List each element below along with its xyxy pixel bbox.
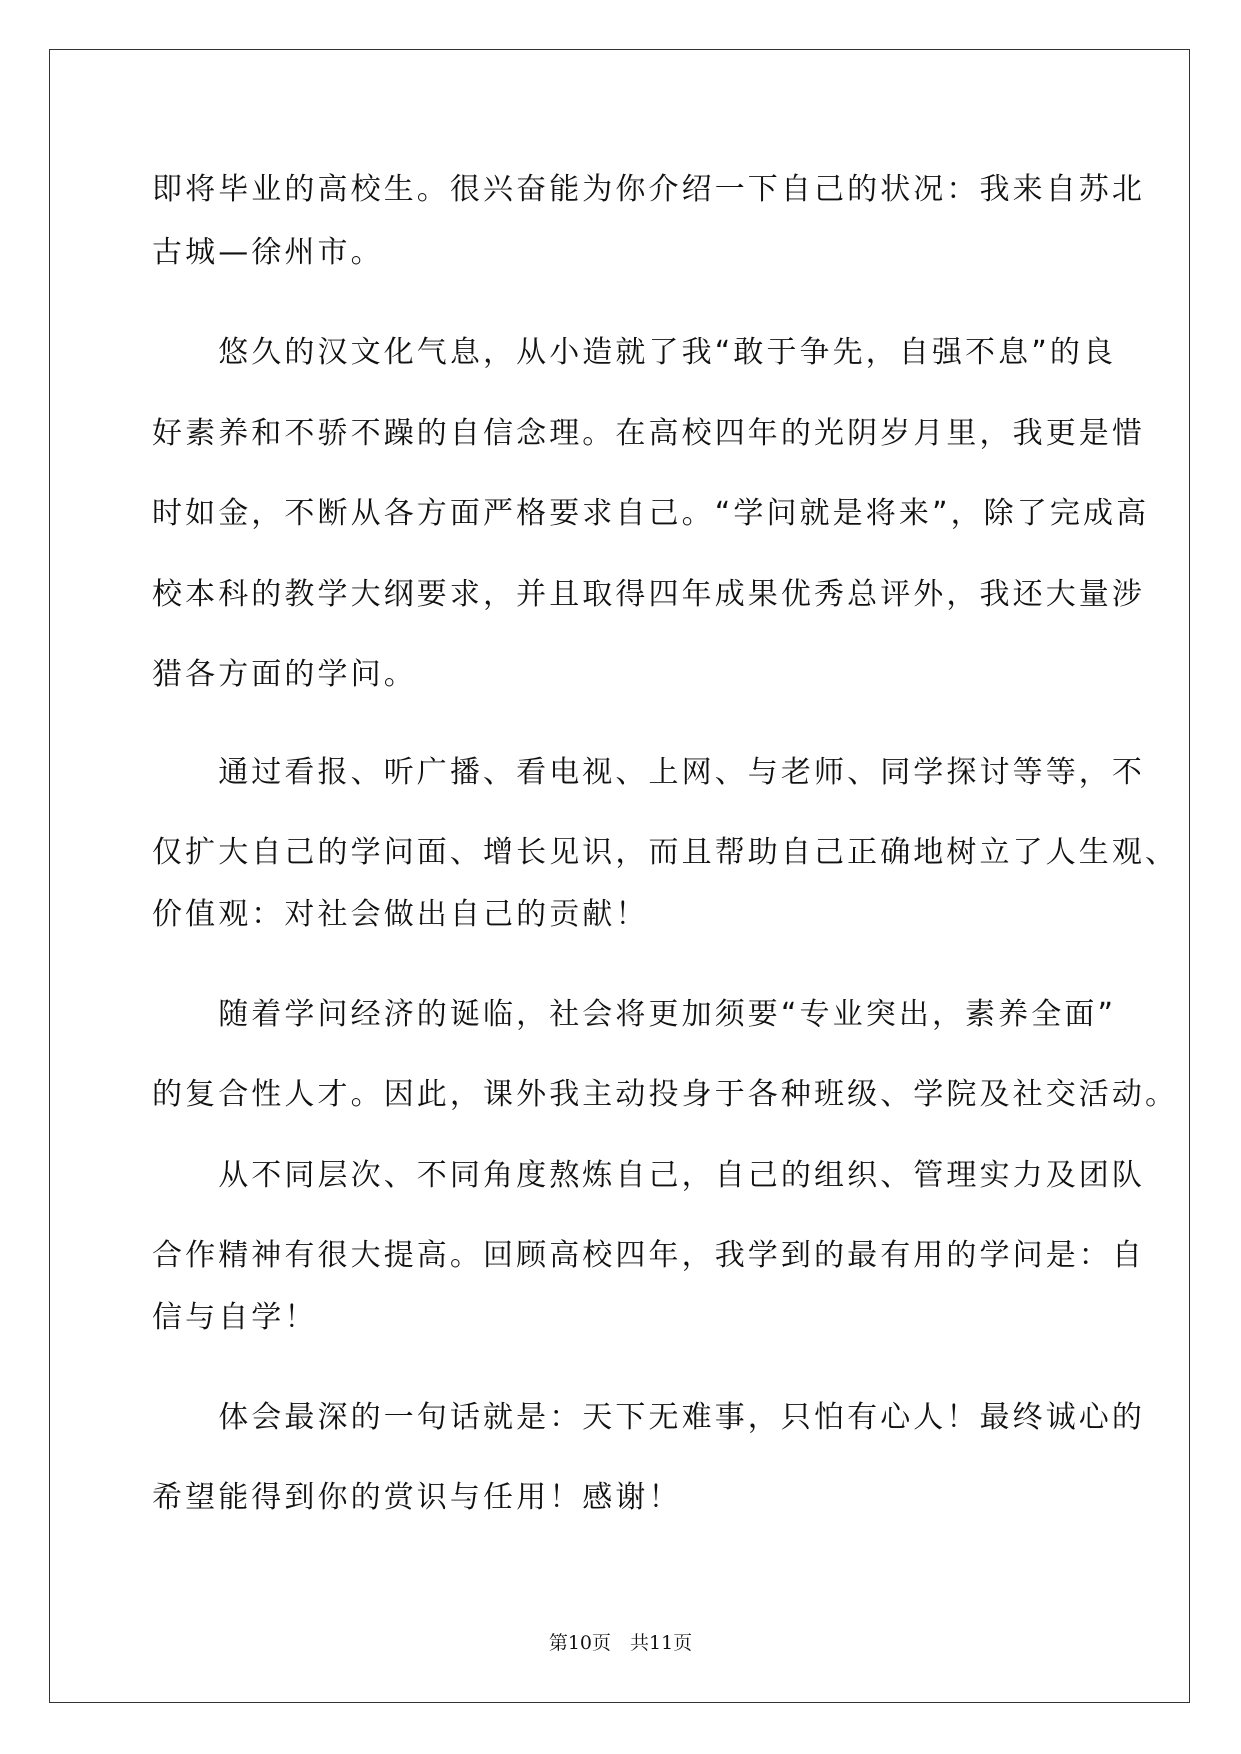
text-line: 价值观：对社会做出自己的贡献！	[152, 897, 649, 932]
page-border	[49, 49, 1190, 1703]
text-line: 时如金，不断从各方面严格要求自己。“学问就是将来”，除了完成高	[152, 496, 1150, 531]
text-line: 仅扩大自己的学问面、增长见识，而且帮助自己正确地树立了人生观、	[152, 835, 1179, 870]
text-line: 信与自学！	[152, 1300, 318, 1335]
text-line: 体会最深的一句话就是：天下无难事，只怕有心人！最终诚心的	[152, 1400, 1145, 1435]
text-line: 悠久的汉文化气息，从小造就了我“敢于争先，自强不息”的良	[152, 335, 1117, 370]
text-line: 合作精神有很大提高。回顾高校四年，我学到的最有用的学问是：自	[152, 1238, 1145, 1273]
text-line: 的复合性人才。因此，课外我主动投身于各种班级、学院及社交活动。	[152, 1077, 1179, 1112]
text-line: 从不同层次、不同角度熬炼自己，自己的组织、管理实力及团队	[152, 1158, 1145, 1193]
text-line: 通过看报、听广播、看电视、上网、与老师、同学探讨等等，不	[152, 755, 1145, 790]
text-line: 好素养和不骄不躁的自信念理。在高校四年的光阴岁月里，我更是惜	[152, 416, 1145, 451]
text-line: 古城—徐州市。	[152, 235, 384, 270]
text-line: 希望能得到你的赏识与任用！感谢！	[152, 1480, 682, 1515]
text-line: 校本科的教学大纲要求，并且取得四年成果优秀总评外，我还大量涉	[152, 577, 1145, 612]
page-number-footer: 第10页 共11页	[548, 1632, 693, 1654]
text-line: 猎各方面的学问。	[152, 657, 417, 692]
text-line: 即将毕业的高校生。很兴奋能为你介绍一下自己的状况：我来自苏北	[152, 172, 1145, 207]
text-line: 随着学问经济的诞临，社会将更加须要“专业突出，素养全面”	[152, 997, 1117, 1032]
